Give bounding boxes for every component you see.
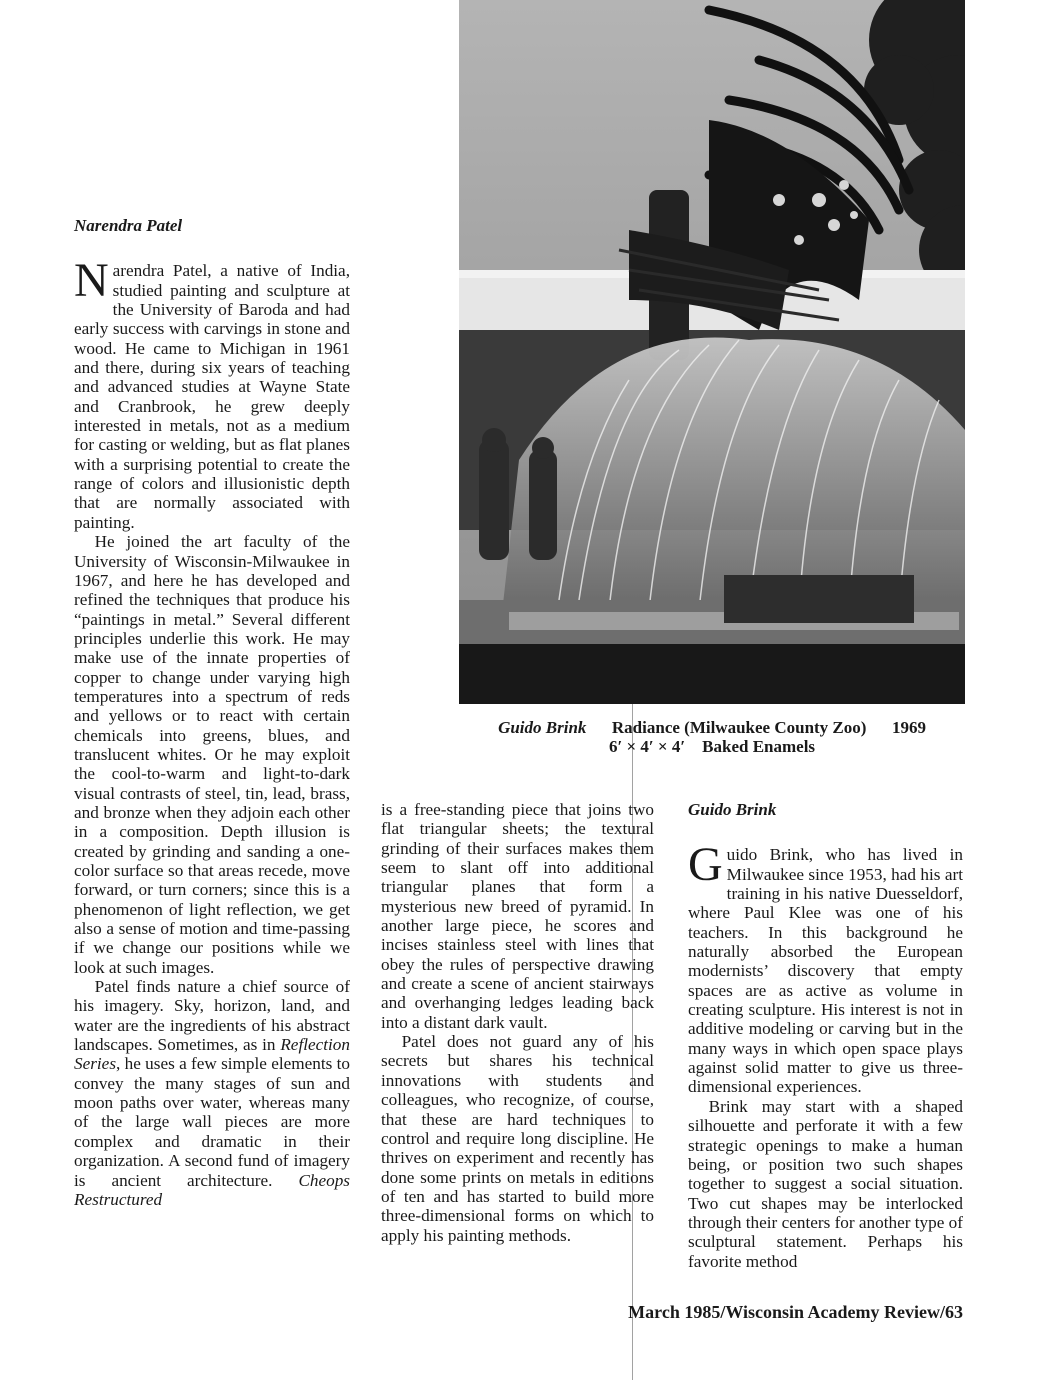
reflection-series-title: Reflection Series <box>74 1035 350 1074</box>
brink-paragraph-2: Brink may start with a shaped silhouette and perforate it with a few strategic openings to make a human being, or position two such shapes together to suggest a social situation. Two cut shapes may be interlocked through their centers for another type of sculptural statement. Perhaps his favorite method <box>688 1096 963 1271</box>
caption-line-1 <box>459 718 965 737</box>
patel-paragraph-1 <box>74 254 350 532</box>
patel-paragraph-3 <box>74 977 350 1209</box>
page-footer: March 1985/Wisconsin Academy Review/63 <box>628 1302 963 1322</box>
caption-medium: Baked Enamels <box>702 737 816 756</box>
patel-heading: Narendra Patel <box>74 216 183 235</box>
patel-dropcap: N <box>74 254 109 308</box>
patel-p3-part-b: , he uses a few simple elements to convey the many stages of sun and moon paths over water, whereas many of the large wall pieces are more complex and dramatic in their organization. A second fund of imagery is ancient architecture. <box>74 1054 350 1190</box>
column-2 <box>381 800 654 1245</box>
brink-paragraph-1 <box>688 838 963 1097</box>
cheops-restructured-title: Cheops Restructured <box>74 1170 350 1209</box>
column-3 <box>688 800 963 1271</box>
photo-caption <box>459 718 965 756</box>
caption-artist: Guido Brink <box>498 718 587 737</box>
brink-heading: Guido Brink <box>688 800 777 819</box>
caption-dimensions: 6′ × 4′ × 4′ <box>608 737 686 756</box>
column-1 <box>74 216 350 1209</box>
caption-line-2 <box>459 737 965 756</box>
brink-paragraph-1-text: uido Brink, who has lived in Milwaukee since 1953, had his art training in his native Duesseldorf, where Paul Klee was one of his teachers. In this background he naturally absorbed the European modernists’ discovery that empty spaces are as active as volume in creating sculpture. His interest is not in additive modeling or carving but in the many ways in which open space plays against solid matter to give us three-dimensional experiences. <box>688 845 963 1097</box>
sculpture-photo <box>459 0 965 704</box>
patel-paragraph-2: He joined the art faculty of the University of Wisconsin-Milwaukee in 1967, and here he has developed and refined the techniques that produce his “paintings in metal.” Several different principles underlie this work. He may make use of the innate properties of copper to change under varying high temperatures into a spectrum of reds and yellows or to react with certain chemicals into greens, blues, and translucent whites. Or he may exploit the cool-to-warm and light-to-dark visual contrasts of steel, tin, lead, brass, and bronze when they adjoin each other in a composition. Depth illusion is created by grinding and sanding a one-color surface so that areas recede, move forward, or turn corners; since this is a phenomenon of light reflection, we get also a sense of motion and time-passing if we change our positions while we look at such images. <box>74 532 350 977</box>
patel-paragraph-1-text: arendra Patel, a native of India, studied painting and sculpture at the University of Baroda and had early success with carvings in stone and wood. He came to Michigan in 1961 and there, during six years of teaching and advanced studies at Wayne State and Cranbrook, he grew deeply interested in metals, not as a medium for casting or welding, but as flat planes with a surprising potential to create the range of colors and illusionistic depth that are normally associated with painting. <box>74 261 350 532</box>
patel-paragraph-4: Patel does not guard any of his secrets but shares his technical innovations with students and colleagues, who recognize, of course, that these are hard techniques to control and require long discipline. He thrives on experiment and recently has done some prints on metals in editions of ten and has started to build more three-dimensional forms on which to apply his painting methods. <box>381 1032 654 1245</box>
patel-p3-part-a: Patel finds nature a chief source of his imagery. Sky, horizon, land, and water are the ingredients of his abstract landscapes. Sometimes, as in <box>74 977 350 1055</box>
caption-year: 1969 <box>891 718 926 737</box>
brink-dropcap: G <box>688 838 723 892</box>
caption-title: Radiance (Milwaukee County Zoo) <box>611 718 867 737</box>
photo-illustration <box>459 0 965 704</box>
patel-paragraph-3-continued: is a free-standing piece that joins two flat triangular sheets; the textural grinding of their surfaces makes them seem to slant off into additional triangular planes that form a mysterious new breed of pyramid. In another large piece, he scores and incises stainless steel with lines that obey the rules of perspective drawing and create a scene of ancient stairways and overhanging ledges leading back into a distant dark vault. <box>381 800 654 1032</box>
